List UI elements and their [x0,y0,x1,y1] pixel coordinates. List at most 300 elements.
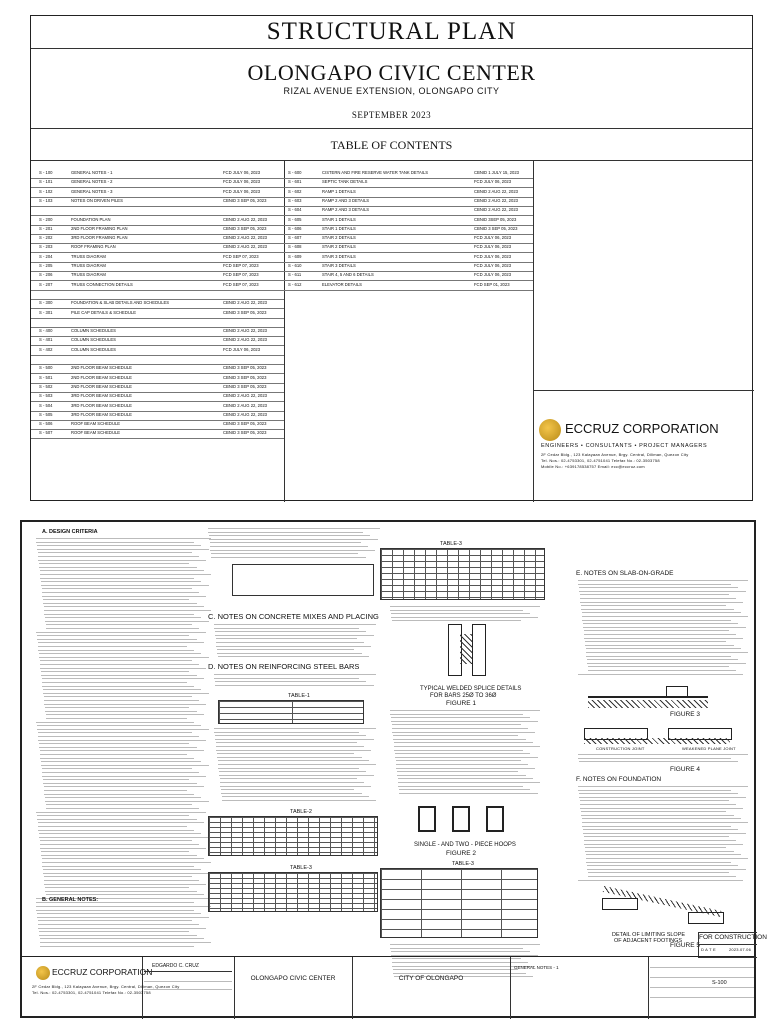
toc-title: STAIR 3 DETAILS [322,253,356,259]
note-text-line [37,913,202,914]
toc-title: COLUMN SCHEDULES [71,337,116,343]
toc-title: 3RD FLOOR BEAM SCHEDULE [71,411,132,417]
note-text-line [209,539,377,540]
note-text-line [46,894,204,895]
toc-status: CBNID 3 SEP 05, 2023 [223,421,267,427]
note-text-line [217,653,361,654]
toc-status: CBNID 3SEP 05, 2023 [474,216,517,222]
note-text-line [391,721,537,722]
toc-code: S - 507 [39,430,53,436]
toc-status: FCD JULY 06, 2023 [474,263,512,268]
toc-row [31,412,284,421]
note-text-line [41,765,208,766]
note-text-line [215,631,367,632]
toc-row [31,217,284,226]
toc-code: S - 204 [39,253,53,259]
note-text-line [580,602,743,603]
toc-row [31,226,284,235]
note-text-line [36,542,194,543]
toc-code: S - 600 [288,170,302,175]
note-text-line [399,789,531,790]
note-text-line [587,659,739,660]
note-text-line [392,724,521,725]
toc-row [31,235,284,244]
note-text-line [582,612,741,613]
note-text-line [580,598,736,599]
toc-title: ROOF FRAMING PLAN [71,244,116,250]
note-text-line [390,710,540,711]
toc-row [284,263,533,272]
toc-title: STAIR 1 DETAILS [322,216,356,222]
company-name: ECCRUZ CORPORATION [565,421,719,436]
toc-code: S - 202 [39,235,53,241]
note-text-line [396,768,535,769]
toc-row [284,189,533,198]
note-text-line [44,704,206,705]
note-text-line [580,594,729,595]
note-text-line [221,793,361,794]
toc-title: 3RD FLOOR BEAM SCHEDULE [71,402,132,408]
toc-title: COLUMN SCHEDULES [71,346,116,352]
figure-5-label: FIGURE 5 [670,942,700,949]
toc-row [31,403,284,412]
note-text-line [40,574,211,575]
note-text-line [221,789,355,790]
note-text-line [582,822,748,823]
general-notes-sheet [20,520,767,1018]
toc-code: S - 602 [288,188,302,194]
note-text-line [210,550,375,551]
toc-status: FCD JULY 06, 2023 [223,346,261,352]
note-text-line [36,538,211,539]
toc-code: S - 607 [288,235,302,241]
figure-2-label: FIGURE 2 [446,850,476,857]
note-text-line [42,678,204,679]
note-text-line [578,758,731,759]
toc-code: S - 506 [39,421,53,427]
note-text-line [44,786,204,787]
toc-row [31,393,284,402]
toc-title: STAIR 2 DETAILS [322,235,356,241]
note-text-line [583,829,739,830]
note-text-line [585,851,733,852]
toc-status: FCD JULY 06, 2023 [474,253,512,259]
note-text-line [209,535,371,536]
table-3-left [208,872,378,912]
note-text-line [44,794,194,795]
note-text-line [214,624,376,625]
toc-code: S - 301 [39,309,53,315]
note-text-line [581,609,733,610]
note-text-line [215,739,373,740]
toc-code: S - 300 [39,300,53,306]
toc-row [31,430,284,439]
toc-title: FOUNDATION PLAN [71,216,111,222]
toc-left-list [31,170,284,500]
note-text-line [214,628,359,629]
note-text-line [45,891,196,892]
toc-title: TABLE OF CONTENTS [330,138,453,152]
cover-date: SEPTEMBER 2023 [351,110,432,120]
note-text-line [40,840,192,841]
note-text-line [43,779,190,780]
toc-row [284,217,533,226]
toc-row [284,170,533,179]
note-text-line [585,641,727,642]
project-address: RIZAL AVENUE EXTENSION, OLONGAPO CITY [283,86,500,96]
company-address: 2F Cedar Bldg., 123 Kalayaan Avenue, Brgy. Central, Diliman, Quezon City [541,452,689,457]
note-text-line [45,707,190,708]
title-logo-icon [36,966,50,980]
section-a-heading: A. DESIGN CRITERIA [42,529,98,535]
toc-title: 2ND FLOOR BEAM SCHEDULE [71,365,132,371]
note-text-line [44,790,187,791]
note-text-line [37,549,208,550]
note-text-line [216,638,357,639]
note-text-line [584,836,729,837]
note-text-line [586,652,748,653]
status-block [698,932,767,958]
note-text-line [215,635,373,636]
toc-code: S - 500 [39,365,53,371]
note-text-line [40,578,194,579]
note-text-line [42,682,187,683]
note-text-line [215,681,367,682]
note-text-line [586,858,748,859]
note-text-line [45,617,202,618]
note-text-line [38,920,192,921]
toc-status: CBNID 2 AUG 22, 2023 [474,188,518,194]
figure-1-label: FIGURE 1 [446,700,476,707]
toc-row [31,282,284,291]
note-text-line [40,668,206,669]
toc-title: STAIR 2 DETAILS [322,244,356,250]
title-owner: CITY OF OLONGAPO [398,975,464,982]
note-text-line [220,786,371,787]
figure-4-drawing [584,720,734,744]
toc-row [31,365,284,374]
toc-row [284,226,533,235]
toc-code: S - 103 [39,197,53,203]
toc-code: S - 402 [39,346,53,352]
toc-status: FCD SEP 07, 2023 [223,253,259,259]
date-label: D A T E [701,947,716,952]
toc-status: CBNID 2 AUG 22, 2023 [223,328,267,334]
toc-status: FCD SEP 01, 2023 [474,281,510,287]
note-text-line [396,764,528,765]
note-text-line [396,760,521,761]
note-text-line [390,944,540,945]
note-text-line [214,728,376,729]
note-text-line [37,635,190,636]
table-3-right-title: TABLE-3 [452,861,474,867]
toc-row [31,179,284,188]
toc-status: CBNID 2 AUG 22, 2023 [223,235,267,241]
title-company-phone: Tel. Nos.: 02-4753301, 02-4751041 Telefax No.: 02-3503758 [32,990,151,995]
note-text-line [218,760,369,761]
note-text-line [42,858,204,859]
note-text-line [397,775,525,776]
note-text-line [586,648,741,649]
note-text-line [578,584,731,585]
title-sheet-name: GENERAL NOTES - 1 [514,965,559,970]
note-text-line [41,851,190,852]
note-text-line [42,776,206,777]
note-text-line [395,757,537,758]
splice-subtitle: FOR BARS 25Ø TO 36Ø [430,693,497,699]
note-text-line [588,872,729,873]
note-text-line [398,786,523,787]
toc-row [31,170,284,179]
note-text-line [397,771,519,772]
toc-title: 3RD FLOOR FRAMING PLAN [71,235,128,241]
toc-status: CBNID 2 AUG 22, 2023 [223,393,267,399]
toc-status: CBNID 2 AUG 22, 2023 [474,207,518,213]
note-text-line [581,815,733,816]
note-text-line [36,906,211,907]
note-text-line [581,811,727,812]
note-text-line [38,736,199,737]
note-text-line [37,545,202,546]
note-text-line [585,645,733,646]
note-text-line [38,826,187,827]
construction-joint-label: CONSTRUCTION JOINT [596,746,645,751]
note-text-line [40,750,204,751]
table-1 [218,700,364,724]
note-text-line [584,638,743,639]
toc-title: TRUSS DIAGRAM [71,263,106,268]
toc-code: S - 205 [39,263,53,268]
note-text-line [584,844,743,845]
note-text-line [391,617,537,618]
company-logo-icon [539,419,561,441]
table-3-top [380,548,545,600]
note-text-line [218,656,369,657]
toc-title: GENERAL NOTES - 2 [71,179,113,185]
toc-status: CBNID 2 AUG 22, 2023 [223,300,267,306]
toc-status: CBNID 3 SEP 05, 2023 [223,383,267,389]
toc-row [31,337,284,346]
note-text-line [46,714,204,715]
cover-sheet [30,15,753,501]
toc-title: ELEVATOR DETAILS [322,281,362,287]
toc-status: CBNID 2 AUG 22, 2023 [223,402,267,408]
toc-title: 2ND FLOOR BEAM SCHEDULE [71,383,132,389]
toc-row [31,254,284,263]
note-text-line [578,754,748,755]
note-text-line [215,685,373,686]
table-2-title: TABLE-2 [290,809,312,815]
toc-code: S - 612 [288,281,302,287]
figure-3-drawing [588,682,708,710]
note-text-line [38,552,192,553]
toc-title: ROOF BEAM SCHEDULE [71,421,121,427]
note-text-line [584,840,736,841]
toc-code: S - 203 [39,244,53,250]
company-block [533,411,754,491]
note-text-line [40,758,194,759]
toc-right-list [284,170,533,500]
note-text-line [42,592,199,593]
toc-code: S - 601 [288,179,302,185]
note-text-line [215,735,367,736]
note-text-line [390,948,523,949]
note-text-line [391,951,531,952]
note-text-line [583,833,745,834]
section-b-heading: B. GENERAL NOTES: [42,897,99,903]
section-e-heading: E. NOTES ON SLAB-ON-GRADE [576,570,674,577]
note-text-line [398,778,533,779]
note-text-line [41,581,202,582]
note-text-line [38,740,206,741]
toc-title: COLUMN SCHEDULES [71,328,116,334]
toc-title: 2ND FLOOR BEAM SCHEDULE [71,374,132,380]
note-text-line [579,797,745,798]
toc-row [31,356,284,365]
note-text-line [392,732,535,733]
note-text-line [38,642,204,643]
toc-row [284,254,533,263]
toc-title: ROOF BEAM SCHEDULE [71,430,121,436]
toc-code: S - 610 [288,263,302,268]
note-text-line [38,556,199,557]
note-text-line [40,754,187,755]
note-text-line [46,718,187,719]
toc-title: TRUSS DIAGRAM [71,272,106,278]
toc-status: CBNID 3 SEP 05, 2023 [223,374,267,380]
note-text-line [220,782,364,783]
toc-status: FCD JULY 06, 2023 [223,179,261,185]
note-text-line [395,753,531,754]
note-text-line [39,931,190,932]
note-text-line [42,768,192,769]
note-text-line [214,678,359,679]
table-1-title: TABLE-1 [288,693,310,699]
note-text-line [583,623,739,624]
note-text-line [220,778,357,779]
note-text-line [222,800,376,801]
toc-title: GENERAL NOTES - 3 [71,188,113,194]
note-text-line [580,800,729,801]
note-text-line [43,603,196,604]
note-text-line [39,743,190,744]
note-text-line [37,815,190,816]
section-f-heading: F. NOTES ON FOUNDATION [576,776,662,783]
note-text-line [578,786,748,787]
note-text-line [40,848,206,849]
note-text-line [37,639,196,640]
toc-code: S - 502 [39,383,53,389]
figure-4-label: FIGURE 4 [670,766,700,773]
toc-row [31,189,284,198]
note-text-line [40,938,204,939]
note-text-line [40,942,211,943]
cover-title: STRUCTURAL PLAN [266,18,517,45]
note-text-line [45,797,202,798]
note-text-line [391,717,531,718]
note-text-line [217,757,361,758]
toc-status: CBNID 2 AUG 22, 2023 [223,337,267,343]
note-text-line [582,616,748,617]
note-text-line [216,742,357,743]
note-text-line [218,768,359,769]
note-text-line [578,674,743,675]
note-text-line [222,796,369,797]
toc-status: FCD JULY 06, 2023 [223,170,261,175]
note-text-line [39,563,190,564]
toc-row [31,263,284,272]
toc-code: S - 206 [39,272,53,278]
note-text-line [582,620,731,621]
slope-detail-title: DETAIL OF LIMITING SLOPE [612,932,686,938]
note-text-line [42,588,192,589]
note-text-line [579,587,739,588]
note-text-line [217,753,355,754]
note-text-line [578,580,748,581]
note-text-line [46,624,192,625]
info-note-box [232,564,374,596]
toc-title: 2ND FLOOR FRAMING PLAN [71,225,128,231]
toc-title: PILE CAP DETAILS & SCHEDULE [71,309,137,315]
note-text-line [214,674,376,675]
toc-title: 3RD FLOOR BEAM SCHEDULE [71,393,132,399]
note-text-line [393,739,525,740]
note-text-line [208,532,363,533]
note-text-line [216,646,371,647]
toc-code: S - 608 [288,244,302,250]
note-text-line [43,599,190,600]
note-text-line [41,585,208,586]
toc-row [284,272,533,281]
toc-status: CBNID 2 AUG 22, 2023 [223,411,267,417]
note-text-line [44,610,211,611]
toc-title: TRUSS DIAGRAM [71,253,106,259]
toc-status: CBNID 1 JULY 15, 2023 [474,170,520,175]
note-text-line [45,711,196,712]
note-text-line [43,869,202,870]
note-text-line [44,876,192,877]
note-text-line [42,866,194,867]
note-text-line [39,657,208,658]
note-text-line [38,830,194,831]
note-text-line [42,596,206,597]
toc-status: CBNID 3 SEP 05, 2023 [223,309,267,315]
toc-code: S - 606 [288,225,302,231]
toc-status: CBNID 3 SEP 05, 2023 [474,225,518,231]
note-text-line [38,646,187,647]
toc-row [31,310,284,319]
note-text-line [211,557,365,558]
note-text-line [36,812,206,813]
toc-code: S - 611 [288,272,302,278]
title-project-name: OLONGAPO CIVIC CENTER [250,975,336,982]
hoops-figure [414,800,524,838]
toc-code: S - 207 [39,281,53,287]
note-text-line [37,725,202,726]
note-text-line [39,567,196,568]
figure-5-drawing [594,882,734,926]
note-text-line [41,675,196,676]
splice-title: TYPICAL WELDED SPLICE DETAILS [420,686,522,692]
toc-status: CBNID 3 SEP 05, 2023 [223,197,267,203]
note-text-line [587,865,739,866]
note-text-line [586,656,731,657]
toc-status: FCD JULY 06, 2023 [474,179,512,185]
note-text-line [588,670,736,671]
toc-status: FCD JULY 06, 2023 [474,235,512,241]
table-3-left-title: TABLE-3 [290,865,312,871]
toc-title: STAIR 1 DETAILS [322,225,356,231]
